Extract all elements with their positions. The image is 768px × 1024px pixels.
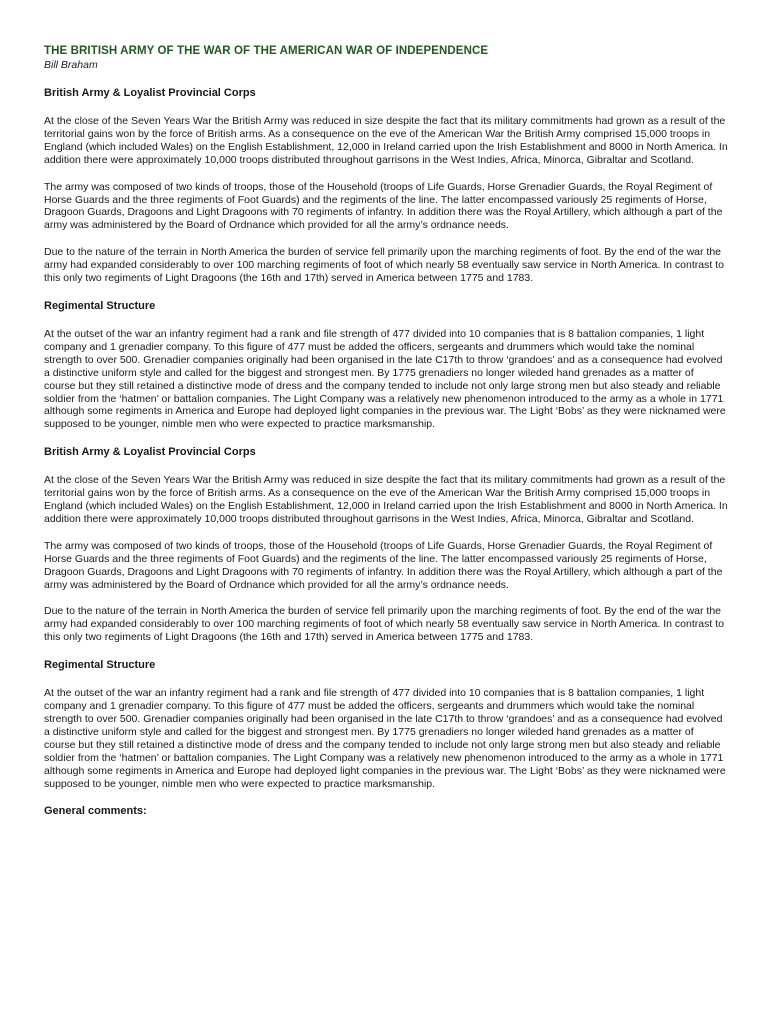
document-author: Bill Braham [44,59,98,71]
section-heading: General comments: [44,805,147,818]
paragraph: Due to the nature of the terrain in North America the burden of service fell primarily upon the marching regiments of foot. By the end of the war the army had expanded considerably to over 100 marching regiments of foot of which nearly 58 eventually saw service in North America. In contrast to this only two regiments of Light Dragoons (the 16th and 17th) served in America between 1775 and 1783. [44,605,724,644]
paragraph: At the close of the Seven Years War the British Army was reduced in size despite the fact that its military commitments had grown as a result of the territorial gains won by the force of British arms. As a consequence on the eve of the American War the British Army comprised 15,000 troops in England (which included Wales) on the English Establishment, 12,000 in Ireland carried upon the Irish Establishment and 8000 in North America. In addition there were approximately 10,000 troops distributed throughout garrisons in the West Indies, Africa, Minorca, Gibraltar and Scotland. [44,115,728,166]
section-regimental-structure-repeat [44,658,728,790]
section-regimental-structure [44,299,728,431]
section-heading: British Army & Loyalist Provincial Corps [44,87,256,99]
section-heading: Regimental Structure [44,659,156,672]
document-title: THE BRITISH ARMY OF THE WAR OF THE AMERICAN WAR OF INDEPENDENCE [44,45,489,57]
paragraph: At the close of the Seven Years War the British Army was reduced in size despite the fact that its military commitments had grown as a result of the territorial gains won by the force of British arms. As a consequence on the eve of the American War the British Army comprised 15,000 troops in England (which included Wales) on the English Establishment, 12,000 in Ireland carried upon the Irish Establishment and 8000 in North America. In addition there were approximately 10,000 troops distributed throughout garrisons in the West Indies, Africa, Minorca, Gibraltar and Scotland. [44,474,728,525]
paragraph: The army was composed of two kinds of troops, those of the Household (troops of Life Guards, Horse Grenadier Guards, the Royal Regiment of Horse Guards and the three regiments of Foot Guards) and the regiments of the line. The latter encompassed variously 25 regiments of Horse, Dragoon Guards, Dragoons and Light Dragoons with 70 regiments of infantry. In addition there was the Royal Artillery, which although a part of the army was administered by the Board of Ordnance which provided for all the army’s ordnance needs. [44,180,723,232]
paragraph: At the outset of the war an infantry regiment had a rank and file strength of 477 divided into 10 companies that is 8 battalion companies, 1 light company and 1 grenadier company. To this figure of 477 must be added the officers, sergeants and drummers which would take the nominal strength to over 500. Grenadier companies originally had been organised in the late C17th to throw ‘grandoes’ and as a consequence had evolved a distinctive uniform style and called for the biggest and strongest men. By 1775 grenadiers no longer wileded hand grenades as a matter of course but they still retained a distinctive mode of dress and the company tended to include not only large strong men but also steady and reliable soldier from the ‘hatmen’ or battalion companies. The Light Company was a relatively new phenomenon introduced to the army as a whole in 1771 although some regiments in America and Europe had deployed light companies in the previous war. The Light ‘Bobs’ as they were nicknamed were supposed to be younger, nimble men who were expected to practice marksmanship. [44,327,726,431]
paragraph: The army was composed of two kinds of troops, those of the Household (troops of Life Guards, Horse Grenadier Guards, the Royal Regiment of Horse Guards and the three regiments of Foot Guards) and the regiments of the line. The latter encompassed variously 25 regiments of Horse, Dragoon Guards, Dragoons and Light Dragoons with 70 regiments of infantry. In addition there was the Royal Artillery, which although a part of the army was administered by the Board of Ordnance which provided for all the army’s ordnance needs. [44,539,723,591]
paragraph: At the outset of the war an infantry regiment had a rank and file strength of 477 divided into 10 companies that is 8 battalion companies, 1 light company and 1 grenadier company. To this figure of 477 must be added the officers, sergeants and drummers which would take the nominal strength to over 500. Grenadier companies originally had been organised in the late C17th to throw ‘grandoes’ and as a consequence had evolved a distinctive uniform style and called for the biggest and strongest men. By 1775 grenadiers no longer wileded hand grenades as a matter of course but they still retained a distinctive mode of dress and the company tended to include not only large strong men but also steady and reliable soldier from the ‘hatmen’ or battalion companies. The Light Company was a relatively new phenomenon introduced to the army as a whole in 1771 although some regiments in America and Europe had deployed light companies in the previous war. The Light ‘Bobs’ as they were nicknamed were supposed to be younger, nimble men who were expected to practice marksmanship. [44,687,726,790]
document-page [44,44,728,833]
section-heading: Regimental Structure [44,299,156,312]
section-heading: British Army & Loyalist Provincial Corps [44,446,256,459]
section-british-army [44,86,728,285]
section-british-army-repeat [44,445,728,644]
section-general-comments [44,804,728,818]
paragraph: Due to the nature of the terrain in North America the burden of service fell primarily upon the marching regiments of foot. By the end of the war the army had expanded considerably to over 100 marching regiments of foot of which nearly 58 eventually saw service in North America. In contrast to this only two regiments of Light Dragoons (the 16th and 17th) served in America between 1775 and 1783. [44,246,724,285]
